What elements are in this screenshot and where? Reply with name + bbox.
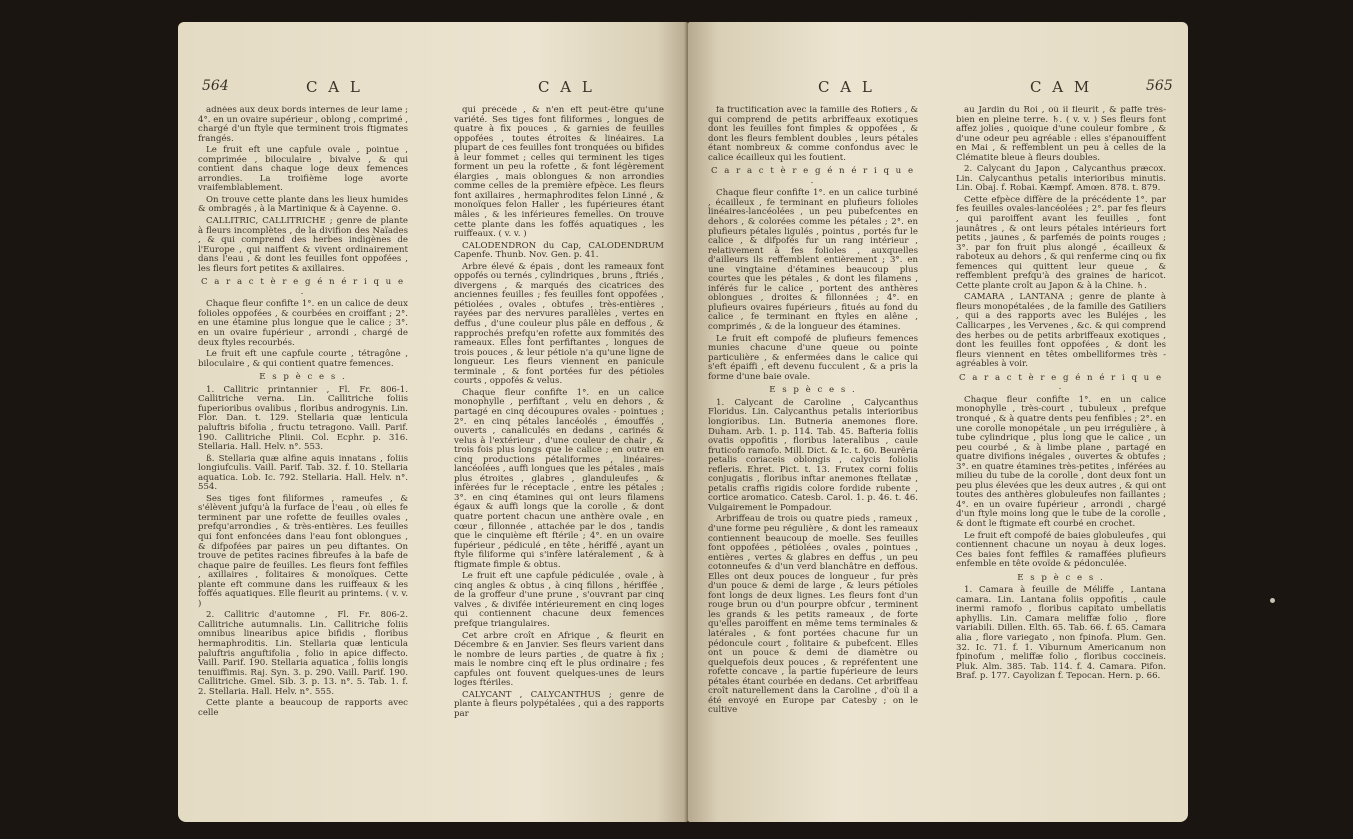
- paragraph: Le fruit eft une capfule courte , tétragône , biloculaire , & qui contient quatre femences.: [198, 349, 408, 369]
- section-heading: C a r a c t è r e g é n é r i q u e .: [200, 277, 406, 297]
- left-page: [178, 22, 688, 822]
- paragraph: adnées aux deux bords internes de leur lame ; 4°. en un ovaire supérieur , oblong , comprimé , chargé d'un ftyle que terminent trois ftigmates frangés.: [198, 106, 408, 144]
- paragraph: Arbriffeau de trois ou quatre pieds , rameux , d'une forme peu régulière , & dont les rameaux contiennent beaucoup de moelle. Ses feuilles font oppofées , pétiolées , ovales , pointues , entières , vertes & glabres en deffus , un peu cotonneufes & d'un verd blanchâtre en deffous. Elles ont deux pouces de longueur , fur près d'un pouce & demi de large , & leurs pétioles font longs de deux lignes. Les fleurs font d'un rouge brun ou d'un pourpre obfcur , terminent les grands & les petits rameaux , de forte qu'elles paroiffent en même tems terminales & latérales , & font portées chacune fur un pédoncule court , folitaire & pubefcent. Elles ont un pouce & demi de diamètre ou quelquefois deux pouces , & repréfentent une rofette concave , la partie fupérieure de leurs pétales étant courbée en dedans. Cet arbriffeau croît naturellement dans la Caroline , d'où il a été envoyé en Europe par Catesby ; on le cultive: [708, 514, 918, 716]
- page-number: 564: [202, 78, 229, 94]
- paragraph: 1. Camara à feuille de Méliffe , Lantana camara. Lin. Lantana foliis oppofitis , caule inermi ramofo , floribus capitato umbellatis aphyllis. Lin. Camara meliffæ folio , flore variabili. Dillen. Elth. 65. Tab. 66. f. 65. Camara alia , flore variegato , non fpinofa. Plum. Gen. 32. Ic. 71. f. 1. Viburnum Americanum non fpinofum , meliffæ folio , floribus coccineis. Pluk. Alm. 385. Tab. 114. f. 4. Camara. Pifon. Braf. p. 177. Cayolizan f. Tepocan. Hern. p. 66.: [956, 585, 1166, 682]
- scan-speck: [1270, 598, 1275, 603]
- running-header: C A L: [306, 78, 363, 96]
- paragraph: 2. Calycant du Japon , Calycanthus præcox. Lin. Calycanthus petalis interioribus minutis. Lin. Obaj. f. Robai. Kæmpf. Amœn. 878. t. 879.: [956, 164, 1166, 194]
- section-heading: C a r a c t è r e g é n é r i q u e .: [710, 166, 916, 186]
- paragraph: On trouve cette plante dans les lieux humides & ombragés , à la Martinique & à Cayenne. ⊙.: [198, 194, 408, 215]
- section-heading: E s p è c e s .: [769, 385, 857, 396]
- right-page: [688, 22, 1188, 822]
- paragraph: Chaque fleur confifte 1°. en un calice turbiné , écailleux , fe terminant en plufieurs folioles linéaires-lancéolées , un peu pubefcentes en dehors , & colorées comme les pétales ; 2°. en plufieurs pétales ligulés , pointus , portés fur le calice , & difpofés fur un rang intérieur , relativement à fes folioles , auxquelles d'ailleurs ils reffemblent entièrement ; 3°. en une vingtaine d'étamines beaucoup plus courtes que les pétales , & dont les filamens , inférés fur le calice , portent des anthères oblongues , droites & fillonnées ; 4°. en plufieurs ovaires fupérieurs , fitués au fond du calice , fe terminant en ftyles en alêne , comprimés , & de la longueur des étamines.: [708, 188, 918, 333]
- paragraph: ß. Stellaria quæ alfine aquis innatans , foliis longiufculis. Vaill. Parif. Tab. 32. f. 10. Stellaria aquatica. Lob. Ic. 792. Stellaria. Hall. Helv. n°. 554.: [198, 453, 408, 493]
- paragraph: Cet arbre croît en Afrique , & fleurit en Décembre & en Janvier. Ses fleurs varient dans le nombre de leurs parties , de quatre à fix ; mais le nombre cinq eft le plus ordinaire ; fes capfules ont fouvent quelques-unes de leurs loges ftériles.: [454, 630, 664, 689]
- section-heading: C a r a c t è r e g é n é r i q u e .: [958, 372, 1164, 393]
- text-column-1: [708, 106, 918, 822]
- running-header: C A M: [1030, 78, 1093, 96]
- paragraph: 2. Callitric d'automne , Fl. Fr. 806-2. Callitriche autumnalis. Lin. Callitriche foliis omnibus linearibus apice bifidis , floribus hermaphroditis. Lin. Stellaria quæ lenticula paluftris anguftifolia , folio in apice diffecto. Vaill. Parif. 190. Stellaria aquatica , foliis longis tenuiffimis. Raj. Syn. 3. p. 290. Vaill. Parif. 190. Callitriche. Gmel. Sib. 3. p. 13. n°. 5. Tab. 1. f. 2. Stellaria. Hall. Helv. n°. 555.: [198, 610, 408, 697]
- paragraph: Cette efpèce diffère de la précédente 1°. par fes feuilles ovales-lancéolées ; 2°. par fes fleurs , qui paroiffent avant les feuilles , font jaunâtres , & ont leurs pétales intérieurs fort petits , jaunes , & parfemés de points rouges ; 3°. par fon fruit plus alongé , écailleux & raboteux au dehors , & qui renferme cinq ou fix femences qui quittent leur queue , & reffemblent prefqu'à des graines de haricot. Cette plante croît au Japon & à la Chine. ♄.: [956, 194, 1166, 291]
- paragraph: 1. Callitric printannier , Fl. Fr. 806-1. Callitriche verna. Lin. Callitriche foliis fuperioribus ovalibus , floribus androgynis. Lin. Flor. Dan. t. 129. Stellaria quæ lenticula paluftris bifolia , fructu tetragono. Vaill. Parif. 190. Callitriche Plinii. Col. Ecphr. p. 316. Stellaria. Hall. Helv. n°. 553.: [198, 384, 408, 453]
- paragraph: CALYCANT , CALYCANTHUS ; genre de plante à fleurs polypétalées , qui a des rapports par: [454, 689, 664, 719]
- paragraph: Chaque fleur confifte 1°. en un calice de deux folioles oppofées , & courbées en croiffant ; 2°. en une étamine plus longue que le calice ; 3°. en un ovaire fupérieur , arrondi , chargé de deux ftyles recourbés.: [198, 299, 408, 348]
- paragraph: 1. Calycant de Caroline , Calycanthus Floridus. Lin. Calycanthus petalis interioribus longioribus. Lin. Butneria anemones flore. Duham. Arb. 1. p. 114. Tab. 45. Bafteria foliis ovatis oppofitis , floribus lateralibus , caule fruticofo ramofo. Mill. Dict. & Ic. t. 60. Beurêria petalis coriaceis oblongis , calycis foliolis refleris. Ehret. Pict. t. 13. Frutex corni foliis conjugatis , floribus inftar anemones ftellatæ , petalis craffis rigidis colore fordide rubente , cortice aromatico. Catesb. Carol. 1. p. 46. t. 46. Vulgairement le Pompadour.: [708, 397, 918, 513]
- paragraph: CALODENDRON du Cap, CALODENDRUM Capenfe. Thunb. Nov. Gen. p. 41.: [454, 240, 664, 261]
- text-column-1: [198, 106, 408, 822]
- running-header: C A L: [538, 78, 595, 96]
- paragraph: Chaque fleur confifte 1°. en un calice monophylle , perfiftant , velu en dehors , & partagé en cinq découpures ovales - pointues ; 2°. en cinq pétales lancéolés , émouffés , ouverts , canaliculés en dedans , carinés & velus à l'extérieur , d'une couleur de chair , & trois fois plus longs que le calice ; en outre en cinq productions pétaliformes , linéaires-lancéolées , auffi longues que les pétales , mais plus étroites , glabres , glanduleufes , & infèrées fur le réceptacle , entre les pétales ; 3°. en cinq étamines qui ont leurs filamens égaux & auffi longs que la corolle , & dont quatre portent chacun une anthère ovale , en cœur , fillonnée , attachée par le dos , tandis que le cinquième eft ftérile ; 4°. en un ovaire fupérieur , pédiculé , en tête , hériffé , ayant un ftyle filiforme qui s'infère latéralement , & à ftigmate fimple & obtus.: [454, 387, 664, 570]
- paragraph: au Jardin du Roi , où il fleurit , & paffe très-bien en pleine terre. ♄. ( v. v. ) Ses fleurs font affez jolies , quoique d'une couleur fombre , & d'une odeur peu agréable : elles s'épanouiffent en Mai , & reffemblent un peu à celles de la Clématite bleue à fleurs doubles.: [956, 106, 1166, 163]
- paragraph: Cette plante a beaucoup de rapports avec celle: [198, 698, 408, 718]
- text-column-2: [956, 106, 1166, 822]
- paragraph: qui précède , & n'en eft peut-être qu'une variété. Ses tiges font filiformes , longues de quatre à fix pouces , & garnies de feuilles oppofées , toutes étroites & linéaires. La plupart de ces feuilles font tronquées ou bifides à leur fommet ; celles qui terminent les tiges forment un peu la rofette , & font légèrement élargies , mais oblongues & non arrondies comme celles de la première efpèce. Les fleurs font axillaires , hermaphrodites felon Linné , & monoïques felon Haller , les fupérieures étant mâles , & les inférieures femelles. On trouve cette plante dans les foffés aquatiques , les ruiffeaux. ( v. v. ): [454, 106, 664, 240]
- paragraph: Ses tiges font filiformes , rameufes , & s'élèvent jufqu'à la furface de l'eau , où elles fe terminent par une rofette de feuilles ovales , prefqu'arrondies , & très-entières. Les feuilles qui font enfoncées dans l'eau font oblongues , & difpofées par paires un peu diftantes. On trouve de petites racines fibreufes à la bafe de chaque paire de feuilles. Les fleurs font feffiles , axillaires , folitaires & monoïques. Cette plante eft commune dans les ruiffeaux & les foffés aquatiques. Elle fleurit au printems. ( v. v. ): [198, 493, 408, 609]
- section-heading: E s p è c e s .: [259, 372, 347, 383]
- paragraph: Le fruit eft une capfule ovale , pointue , comprimée , biloculaire , bivalve , & qui contient dans chaque loge deux femences arrondies. La troifième loge avorte vraifemblablement.: [198, 145, 408, 194]
- page-number: 565: [1146, 78, 1173, 94]
- paragraph: Le fruit eft compofé de baies globuleufes , qui contiennent chacune un noyau à deux loges. Ces baies font feffiles & ramaffées plufieurs enfemble en tête ovoïde & pédonculée.: [956, 530, 1166, 570]
- paragraph: Le fruit eft compofé de plufieurs femences munies chacune d'une queue ou pointe particulière , & enfermées dans le calice qui s'eft épaiffi , eft devenu fucculent , & a pris la forme d'une baie ovale.: [708, 333, 918, 382]
- paragraph: fa fructification avec la famille des Rofiers , & qui comprend de petits arbriffeaux exotiques dont les feuilles font fimples & oppofées , & dont les fleurs femblent doubles , leurs pétales étant nombreux & comme confondus avec le calice écailleux qui les foutient.: [708, 106, 918, 163]
- paragraph: Le fruit eft une capfule pédiculée , ovale , à cinq angles & obtus , à cinq fillons , hériffée , de la groffeur d'une prune , s'ouvrant par cinq valves , & divifée intérieurement en cinq loges qui contiennent chacune deux femences prefque triangulaires.: [454, 571, 664, 629]
- paragraph: CAMARA , LANTANA ; genre de plante à fleurs monopétalées , de la famille des Gatiliers , qui a des rapports avec les Buléjes , les Callicarpes , les Vervenes , &c. & qui comprend des herbes ou de petits arbriffeaux exotiques , dont les feuilles font oppofées , & dont les fleurs viennent en têtes ombelliformes très - agréables à voir.: [956, 292, 1166, 370]
- paragraph: CALLITRIC, CALLITRICHE ; genre de plante à fleurs incomplètes , de la divifion des Naïades , & qui comprend des herbes indigènes de l'Europe , qui naiffent & vivent ordinairement dans l'eau , & dont les feuilles font oppofées , les fleurs fort petites & axillaires.: [198, 216, 408, 274]
- paragraph: Arbre élevé & épais , dont les rameaux font oppofés ou ternés , cylindriques , bruns , ftriés , divergens , & marqués des cicatrices des anciennes feuilles ; fes feuilles font oppofées , pétiolées , ovales , obtufes , très-entières , rayées par des nervures parallèles , vertes en deffus , d'une couleur plus pâle en deffous , & rapprochés prefqu'en rofette aux fommités des rameaux. Elles font perfiftantes , longues de trois pouces , & leur pétiole n'a qu'une ligne de longueur. Les fleurs viennent en panicule terminale , & font portées fur des pétioles courts , oppofés & velus.: [454, 261, 664, 387]
- paragraph: Chaque fleur confifte 1°. en un calice monophylle , très-court , tubuleux , prefque tronqué , & à quatre dents peu fenfibles ; 2°. en une corolle monopétale , un peu irrégulière , à tube cylindrique , plus long que le calice , un peu courbé , & à limbe plane , partagé en quatre divifions inégales , ouvertes & obtufes ; 3°. en quatre étamines très-petites , inférées au milieu du tube de la corolle , dont deux font un peu plus élevées que les deux autres , & qui ont toutes des anthères globuleufes non faillantes ; 4°. en un ovaire fupérieur , arrondi , chargé d'un ftyle moins long que le tube de la corolle , & dont le ftigmate eft courbé en crochet.: [956, 394, 1166, 529]
- section-heading: E s p è c e s .: [1017, 572, 1105, 583]
- text-column-2: [454, 106, 664, 822]
- running-header: C A L: [818, 78, 875, 96]
